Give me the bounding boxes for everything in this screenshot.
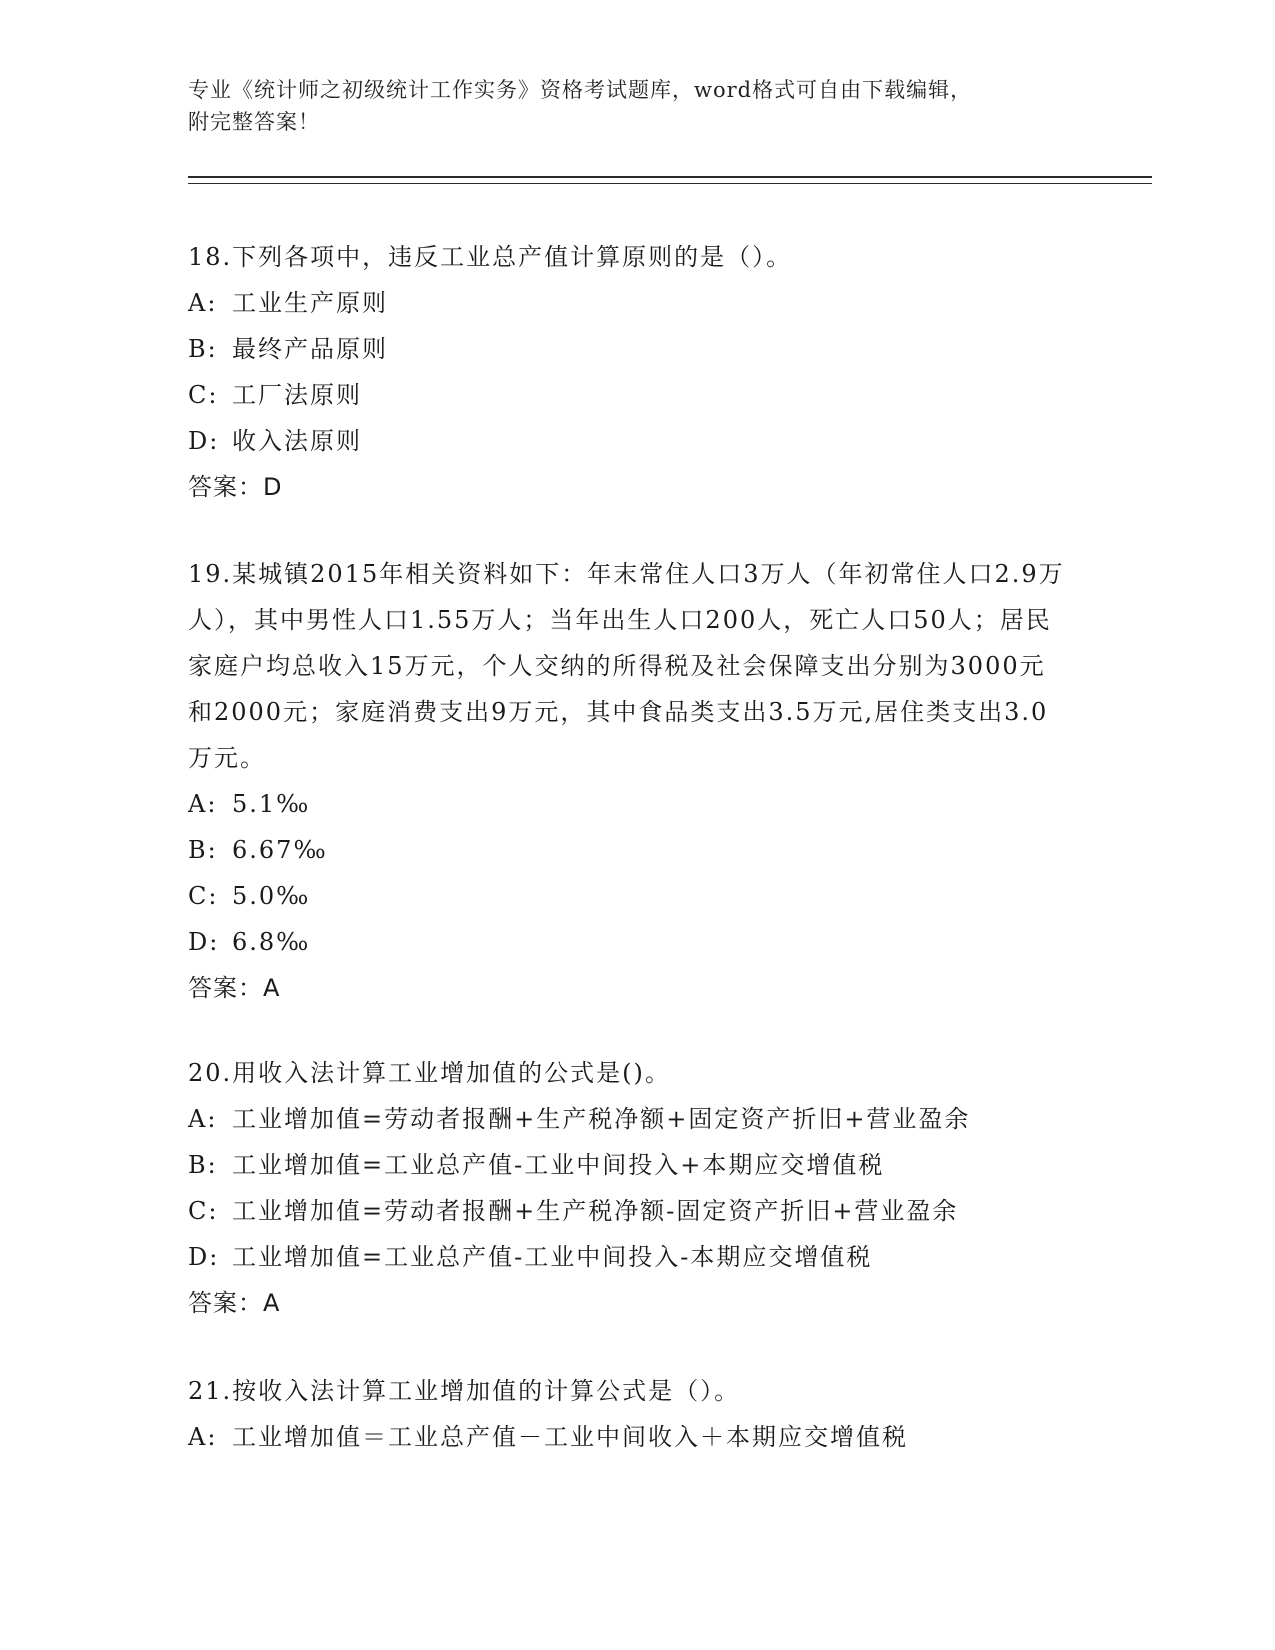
question-stem: 18.下列各项中，违反工业总产值计算原则的是（）。 <box>188 243 793 271</box>
option-d <box>188 418 1068 464</box>
option-text: 收入法原则 <box>232 427 362 455</box>
option-text: 工业增加值=劳动者报酬+生产税净额-固定资产折旧+营业盈余 <box>232 1197 959 1225</box>
option-key: B: <box>188 335 218 363</box>
option-b <box>188 827 1068 873</box>
header-line-2: 附完整答案！ <box>188 110 320 134</box>
option-b <box>188 1142 1068 1188</box>
option-key: D: <box>188 1243 220 1271</box>
option-key: D: <box>188 427 220 455</box>
option-a <box>188 1096 1068 1142</box>
option-a <box>188 781 1068 827</box>
answer-line: 答案：A <box>188 974 281 1002</box>
option-key: C: <box>188 381 219 409</box>
option-text: 5.1‰ <box>232 790 311 818</box>
document-header <box>188 74 1068 138</box>
option-key: C: <box>188 1197 219 1225</box>
option-b <box>188 326 1068 372</box>
option-key: B: <box>188 1151 218 1179</box>
question-20 <box>188 1050 1068 1326</box>
option-text: 6.67‰ <box>232 836 328 864</box>
option-text: 工业增加值=工业总产值-工业中间投入-本期应交增值税 <box>232 1243 873 1271</box>
option-text: 工业生产原则 <box>232 289 388 317</box>
question-19 <box>188 551 1068 1011</box>
option-key: A: <box>188 790 218 818</box>
question-21 <box>188 1368 1068 1460</box>
question-stem: 21.按收入法计算工业增加值的计算公式是（）。 <box>188 1377 741 1405</box>
answer-line: 答案：A <box>188 1289 281 1317</box>
option-text: 最终产品原则 <box>232 335 388 363</box>
option-key: B: <box>188 836 218 864</box>
option-c <box>188 1188 1068 1234</box>
option-a <box>188 280 1068 326</box>
option-text: 5.0‰ <box>232 882 311 910</box>
answer-line: 答案：D <box>188 473 283 501</box>
question-stem: 20.用收入法计算工业增加值的公式是()。 <box>188 1059 671 1087</box>
option-text: 工业增加值=劳动者报酬+生产税净额+固定资产折旧+营业盈余 <box>232 1105 971 1133</box>
option-key: D: <box>188 928 220 956</box>
header-divider <box>188 176 1152 184</box>
option-text: 工业增加值＝工业总产值－工业中间收入＋本期应交增值税 <box>232 1423 908 1451</box>
option-c <box>188 873 1068 919</box>
option-key: A: <box>188 1423 218 1451</box>
question-18 <box>188 234 1068 510</box>
option-d <box>188 1234 1068 1280</box>
option-a <box>188 1414 1068 1460</box>
option-key: A: <box>188 1105 218 1133</box>
option-key: A: <box>188 289 218 317</box>
header-line-1: 专业《统计师之初级统计工作实务》资格考试题库，word格式可自由下载编辑， <box>188 78 973 102</box>
option-text: 工厂法原则 <box>232 381 362 409</box>
option-text: 6.8‰ <box>232 928 311 956</box>
option-d <box>188 919 1068 965</box>
option-c <box>188 372 1068 418</box>
question-stem: 19.某城镇2015年相关资料如下：年末常住人口3万人（年初常住人口2.9万人），其中男性人口1.55万人；当年出生人口200人，死亡人口50人；居民家庭户均总收入15万元，个人交纳的所得税及社会保障支出分别为3000元和2000元；家庭消费支出9万元，其中食品类支出3.5万元,居住类支出3.0万元。 <box>188 560 1065 772</box>
option-key: C: <box>188 882 219 910</box>
option-text: 工业增加值=工业总产值-工业中间投入+本期应交增值税 <box>232 1151 885 1179</box>
